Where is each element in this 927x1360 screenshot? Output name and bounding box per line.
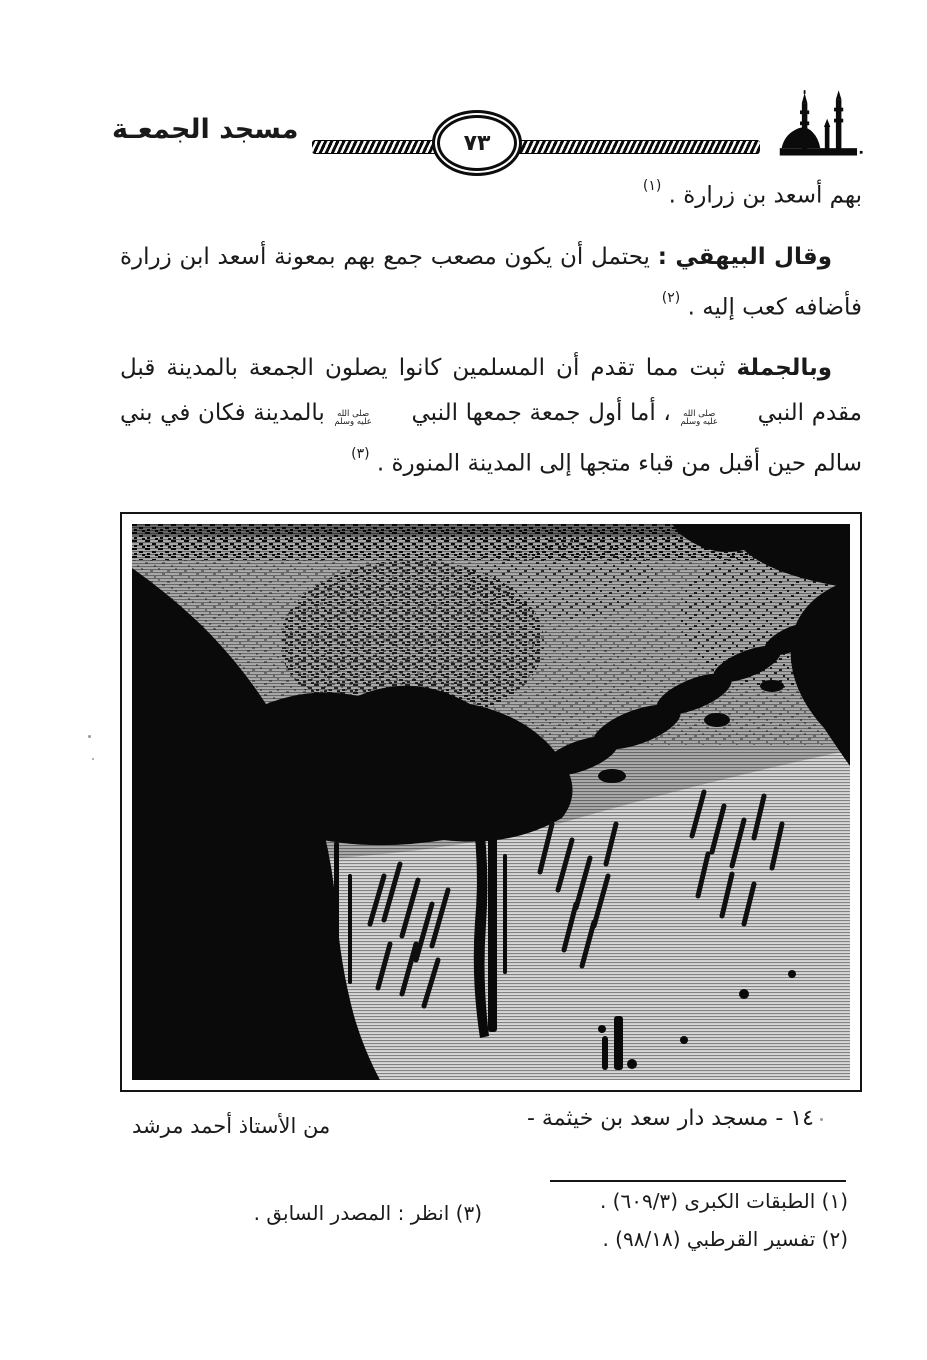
figure-caption: ١٤ - مسجد دار سعد بن خيثمة - xyxy=(526,1106,814,1131)
footnotes xyxy=(120,1180,862,1310)
pbuh-calligraphy-icon: صلى الله عليه وسلم xyxy=(334,409,372,428)
footnote-1-text: الطبقات الكبرى (٦٠٩/٣) . xyxy=(599,1189,816,1213)
page-number: ٧٣ xyxy=(463,130,491,156)
paragraph-3-seg2: ، أما أول جمعة جمعها النبي xyxy=(403,400,671,427)
mosque-icon xyxy=(777,90,869,164)
paragraph-3 xyxy=(120,346,862,487)
scan-noise-speck xyxy=(92,758,94,760)
footnote-ref-1: (١) xyxy=(642,178,662,194)
footnote-1-marker: (١) xyxy=(821,1189,848,1213)
footnote-1 xyxy=(120,1182,848,1220)
page-number-badge xyxy=(432,110,522,176)
footnote-2-marker: (٢) xyxy=(821,1227,848,1251)
paragraph-3-seg1: ثبت مما تقدم أن المسلمين كانوا يصلون الجمعة بالمدينة قبل مقدم النبي xyxy=(120,355,862,427)
footnote-ref-2: (٢) xyxy=(661,289,681,306)
figure-caption-row xyxy=(120,1106,862,1138)
footnote-3 xyxy=(254,1194,482,1232)
paragraph-2-lead: وقال البيهقي : xyxy=(657,243,833,270)
page-header xyxy=(0,86,927,174)
chapter-title: مسجد الجمعـة xyxy=(112,114,299,145)
body-text xyxy=(120,168,862,487)
footnotes-right-column xyxy=(120,1182,848,1258)
footnote-3-text: انظر : المصدر السابق . xyxy=(253,1201,450,1225)
paragraph-2-text: يحتمل أن يكون مصعب جمع بهم بمعونة أسعد ابن زرارة فأضافه كعب إليه . xyxy=(120,243,862,321)
footnote-2-text: تفسير القرطبي (٩٨/١٨) . xyxy=(602,1227,816,1251)
paragraph-3-lead: وبالجملة xyxy=(736,355,833,382)
footnote-ref-3: (٣) xyxy=(351,446,370,463)
scan-noise-speck xyxy=(88,735,91,738)
paragraph-1 xyxy=(120,168,862,219)
scan-noise-speck xyxy=(820,1118,823,1121)
rope-divider-ornament xyxy=(312,140,760,154)
pbuh-calligraphy-icon: صلى الله عليه وسلم xyxy=(680,409,718,428)
footnote-2 xyxy=(120,1220,848,1258)
footnote-3-marker: (٣) xyxy=(455,1201,482,1225)
halftone-mosque-photo xyxy=(132,524,850,1080)
figure-credit: من الأستاذ أحمد مرشد xyxy=(132,1114,331,1138)
paragraph-2 xyxy=(120,235,862,331)
paragraph-3-seg3: بالمدينة فكان في بني سالم حين أقبل من قباء متجها إلى المدينة المنورة . xyxy=(120,400,862,477)
paragraph-1-text: بهم أسعد بن زرارة . xyxy=(668,182,862,209)
photo-frame xyxy=(120,512,862,1092)
